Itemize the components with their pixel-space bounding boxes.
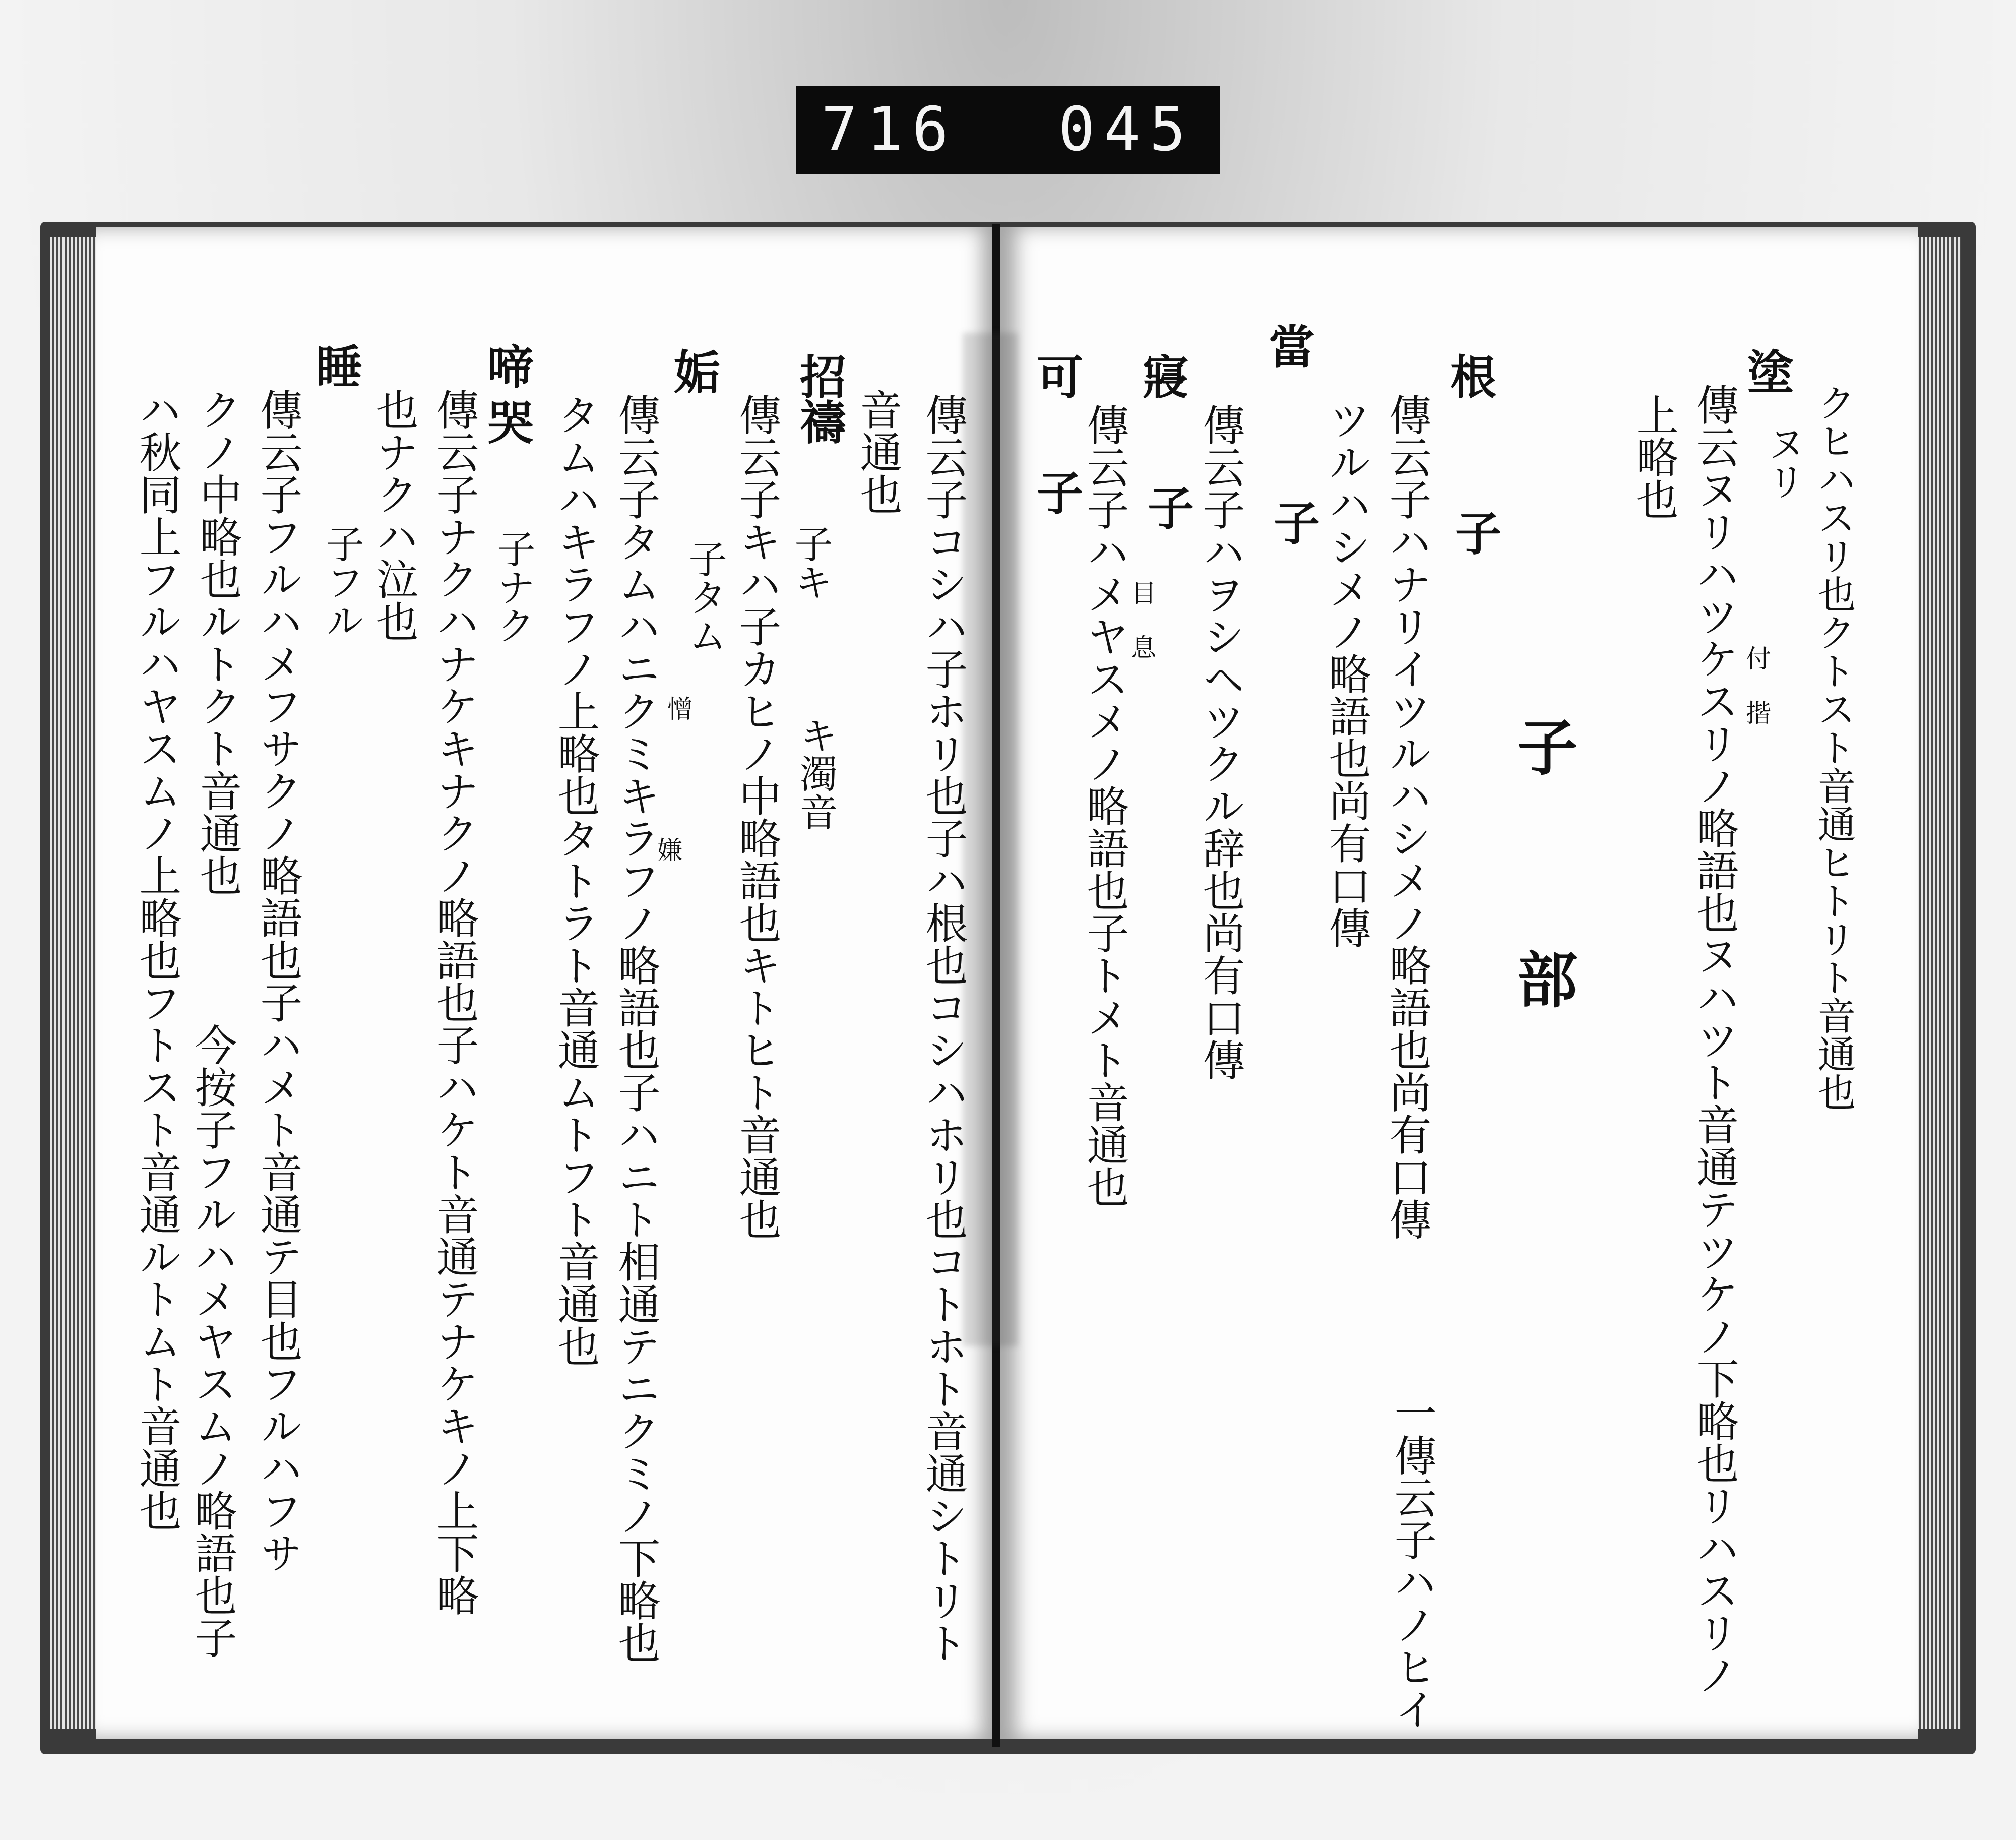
entry-headword: 啼 — [480, 343, 534, 389]
annotation: 嫌 — [653, 837, 682, 862]
entry-headword: 根 — [1442, 353, 1497, 399]
entry-headword: 寢 — [1135, 353, 1189, 399]
text-column: 上略也 — [1629, 393, 1679, 520]
entry-reading: 子 — [1029, 469, 1084, 515]
entry-reading: 子 — [1447, 509, 1502, 556]
entry-reading: ヌリ — [1761, 423, 1806, 500]
text-column: 傳云子ハナリイツルハシメノ略語也尚有口傳 — [1382, 393, 1432, 1240]
entry-headword: 姤 — [666, 348, 721, 394]
section-title: 子 部 — [1507, 716, 1578, 1059]
annotation: 憎 — [663, 696, 692, 721]
entry-reading: 子フル — [320, 524, 364, 639]
entry-reading: 子 — [1140, 484, 1194, 530]
text-column: クヒハスリ也クトスト音通ヒトリト音通也 — [1811, 383, 1856, 1111]
film-label-left: 716 — [821, 95, 958, 165]
text-column: 傳云子ハメヤスメノ略語也子トメト音通也 — [1080, 403, 1129, 1208]
annotation: 目 息 — [1127, 580, 1156, 659]
entry-reading: キ濁音 — [793, 716, 838, 831]
film-label-right: 045 — [1058, 95, 1195, 165]
text-column: 傳云子ナクハナケキナクノ略語也子ハケト音通テナケキノ上下略 — [430, 388, 479, 1616]
entry-headword: 禱 — [792, 398, 847, 445]
gutter-shadow — [963, 333, 1018, 1346]
entry-reading: 子 — [1266, 499, 1320, 545]
entry-reading: 子ナク — [491, 529, 536, 644]
text-column: 傳云子ハヲシヘツクル辞也尚有口傳 — [1196, 403, 1245, 1081]
entry-reading: 子キ — [788, 524, 833, 601]
text-column: ツルハシメノ略語也尚有口傳 — [1322, 398, 1371, 949]
text-column: ハ秋同上フルハヤスムノ上略也フトスト音通ルトムト音通也 — [133, 388, 182, 1531]
film-frame-label — [796, 86, 1220, 174]
page-edges-left — [50, 237, 96, 1729]
entry-headword: 睡 — [308, 343, 363, 389]
entry-reading: 子タム — [682, 539, 727, 654]
entry-headword: 哭 — [480, 398, 534, 445]
text-column: 一傳云子ハノヒイ — [1388, 1391, 1437, 1730]
text-column: タムハキラフノ上略也タトラト音通ムトフト音通也 — [551, 393, 600, 1367]
text-column: 傳云子フルハメフサクノ略語也子ハメト音通テ目也フルハフサ — [254, 388, 303, 1574]
text-column: クノ中略也ルトクト音通也 — [193, 388, 242, 896]
text-column: 音通也 — [853, 388, 903, 515]
text-column: 傳云ヌリハツケスリノ略語也ヌハツト音通テツケノ下略也リハスリノ — [1690, 383, 1739, 1696]
entry-headword: 可 — [1029, 353, 1084, 399]
entry-headword: 招 — [792, 353, 847, 399]
entry-headword: 當 — [1261, 323, 1315, 369]
text-column: 也ナクハ泣也 — [369, 388, 419, 642]
text-column: 今按子フルハメヤスムノ略語也子 — [188, 1023, 237, 1659]
text-column: 傳云子キハ子カヒノ中略語也キトヒト音通也 — [732, 393, 782, 1240]
page-edges-right — [1915, 237, 1961, 1729]
text-column: 傳云子コシハ子ホリ也子ハ根也コシハホリ也コトホト音通シトリト — [919, 393, 968, 1664]
entry-headword: 塗 — [1740, 348, 1794, 394]
text-column: 傳云子タムハニクミキラフノ略語也子ハニト相通テニクミノ下略也 — [611, 393, 661, 1664]
annotation: 付 揩 — [1742, 645, 1771, 725]
